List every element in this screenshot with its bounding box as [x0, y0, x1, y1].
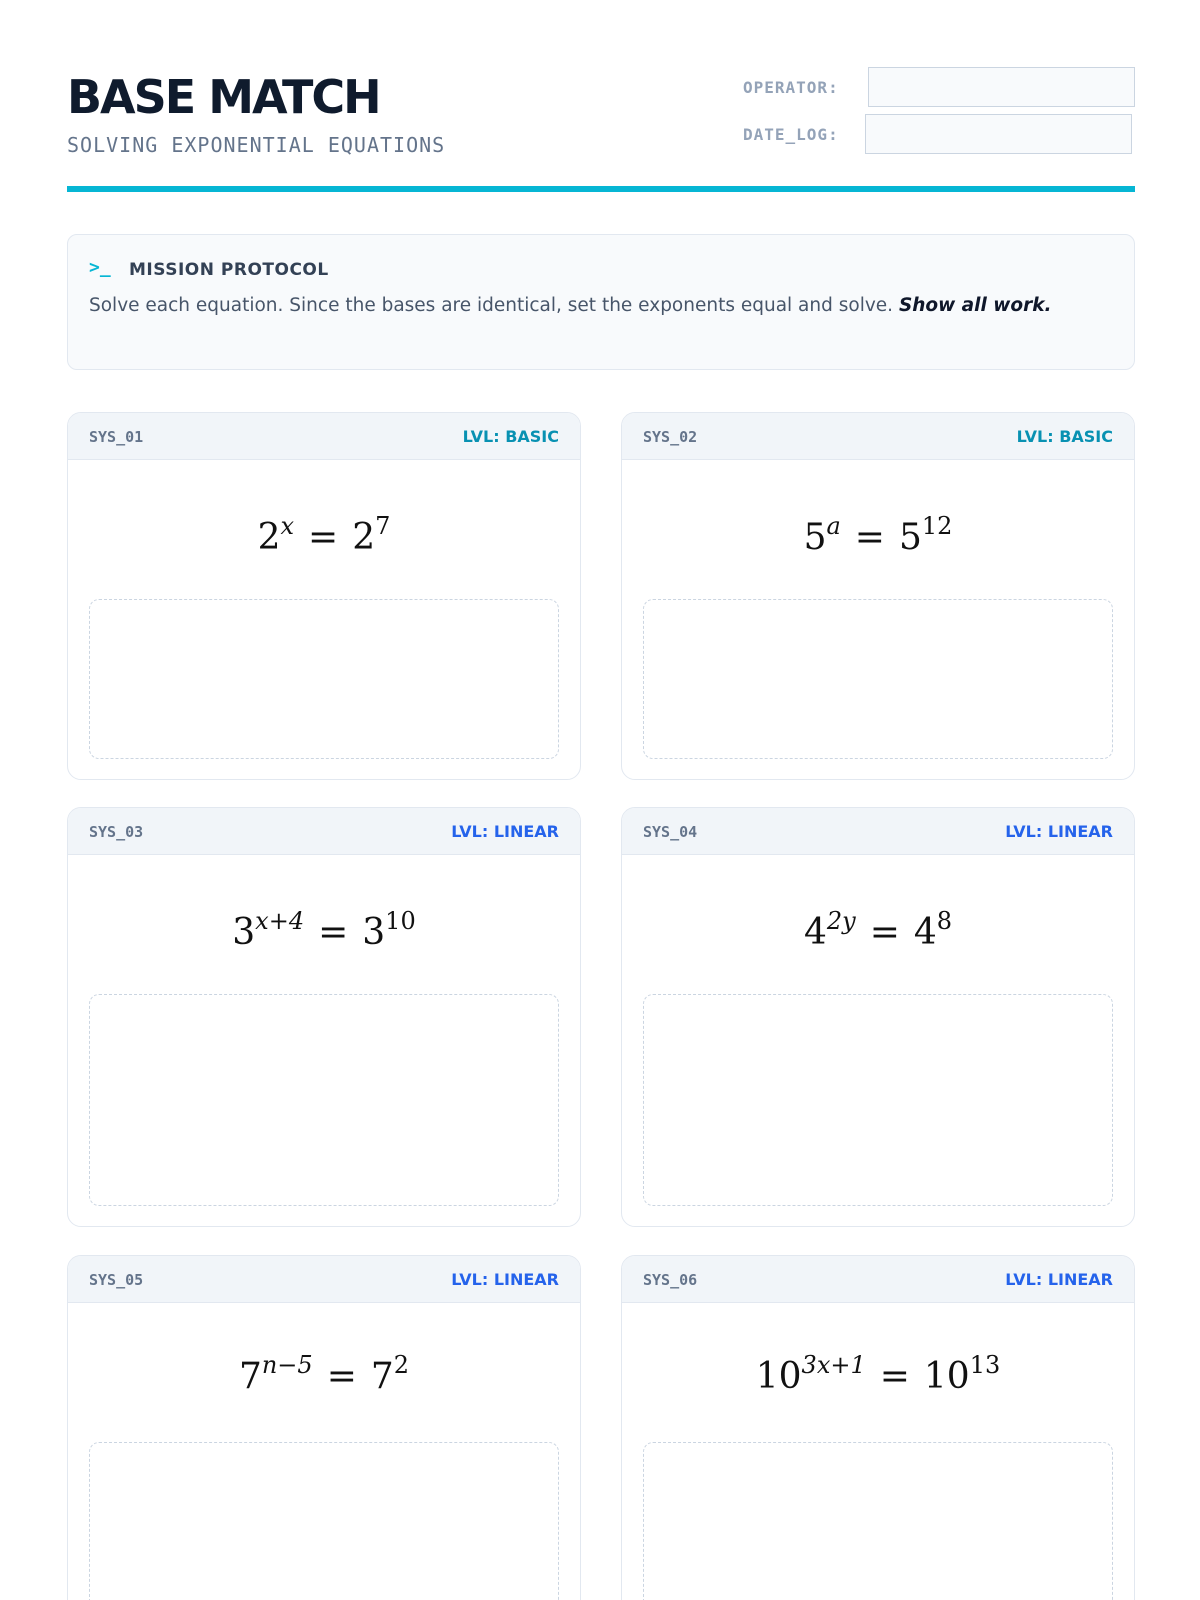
problem-id: SYS_04	[643, 823, 698, 841]
mission-protocol-panel	[67, 234, 1135, 370]
equation: $3^{x+4} = 3^{10}$	[232, 907, 416, 953]
protocol-emphasis: Show all work.	[898, 295, 1052, 316]
page-subtitle: SOLVING EXPONENTIAL EQUATIONS	[67, 133, 446, 157]
equation: $7^{n-5} = 7^2$	[238, 1351, 410, 1397]
problem-card	[67, 807, 581, 1227]
level-badge: LVL: LINEAR	[1005, 1270, 1113, 1289]
problem-card	[621, 1255, 1135, 1600]
problem-card-header	[68, 1256, 580, 1303]
work-area[interactable]	[643, 1442, 1113, 1600]
problem-card	[621, 412, 1135, 780]
work-area[interactable]	[643, 994, 1113, 1206]
problem-card	[67, 1255, 581, 1600]
problem-card-header	[68, 413, 580, 460]
work-area[interactable]	[643, 599, 1113, 759]
operator-field[interactable]	[868, 67, 1135, 107]
level-badge: LVL: LINEAR	[451, 822, 559, 841]
problem-card-header	[622, 413, 1134, 460]
problem-card-header	[622, 808, 1134, 855]
level-badge: LVL: LINEAR	[1005, 822, 1113, 841]
terminal-prompt-icon: >_	[89, 257, 111, 278]
work-area[interactable]	[89, 1442, 559, 1600]
level-badge: LVL: LINEAR	[451, 1270, 559, 1289]
equation: $4^{2y} = 4^8$	[803, 907, 953, 953]
equation: $5^a = 5^{12}$	[803, 512, 953, 558]
date-label: DATE_LOG:	[743, 125, 839, 144]
problem-card-header	[68, 808, 580, 855]
protocol-title: MISSION PROTOCOL	[129, 260, 329, 280]
problem-card	[67, 412, 581, 780]
problem-id: SYS_02	[643, 428, 698, 446]
worksheet-header	[67, 0, 1135, 194]
work-area[interactable]	[89, 994, 559, 1206]
level-badge: LVL: BASIC	[462, 427, 559, 446]
work-area[interactable]	[89, 599, 559, 759]
problem-card	[621, 807, 1135, 1227]
equation: $2^x = 2^7$	[257, 512, 391, 558]
protocol-instructions: Solve each equation. Since the bases are identical, set the exponents equal and solve. Show all work.	[89, 295, 1052, 316]
equation: $10^{3x+1} = 10^{13}$	[755, 1351, 1001, 1397]
level-badge: LVL: BASIC	[1016, 427, 1113, 446]
problem-id: SYS_06	[643, 1271, 698, 1289]
header-divider	[67, 186, 1135, 192]
problem-card-header	[622, 1256, 1134, 1303]
date-field[interactable]	[865, 114, 1132, 154]
problem-id: SYS_03	[89, 823, 144, 841]
problem-id: SYS_05	[89, 1271, 144, 1289]
operator-label: OPERATOR:	[743, 78, 839, 97]
problem-id: SYS_01	[89, 428, 144, 446]
page-title: BASE MATCH	[67, 70, 380, 124]
